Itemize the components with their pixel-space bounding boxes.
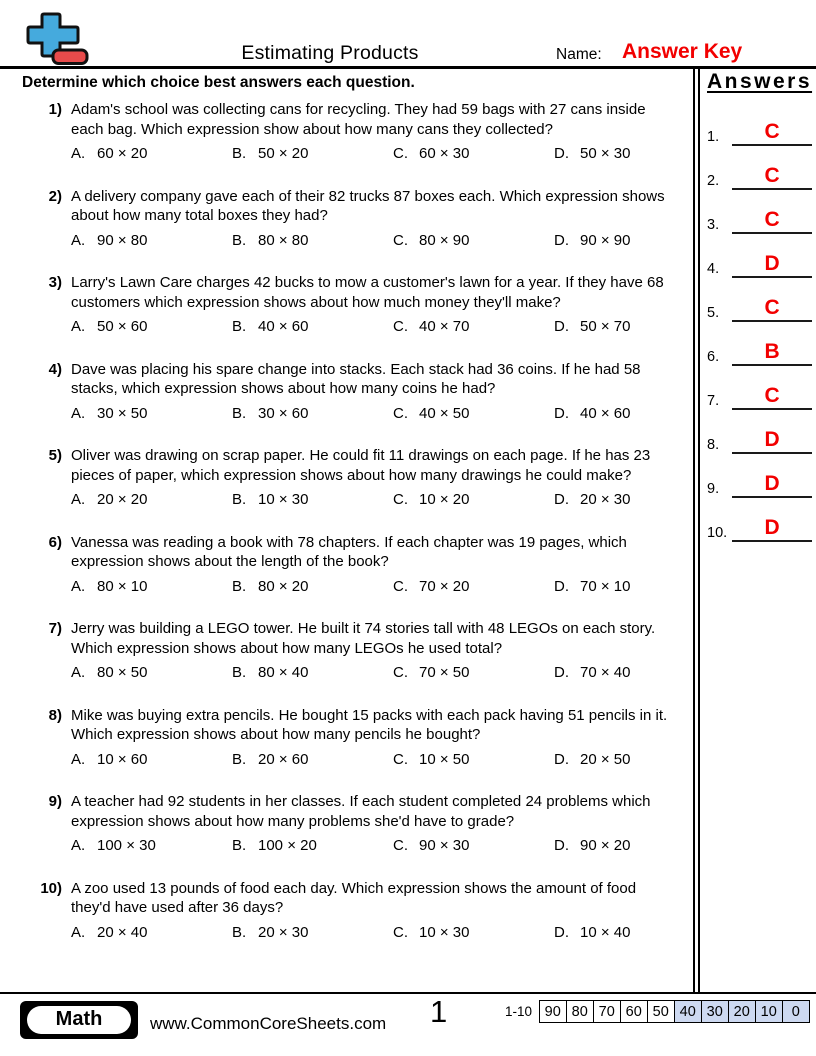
option-value: 70 × 40 xyxy=(580,664,631,681)
option-d: D. 20 × 30 xyxy=(554,491,631,508)
answer-letter: D xyxy=(764,428,780,451)
option-d: D. 90 × 90 xyxy=(554,231,631,249)
option-c: C. 40 × 70 xyxy=(393,318,470,335)
score-cell-20: 20 xyxy=(728,1000,757,1023)
question-options xyxy=(71,232,677,249)
option-value: 70 × 10 xyxy=(580,577,631,595)
option-value: 10 × 60 xyxy=(97,750,148,768)
question-options xyxy=(71,751,677,768)
question-options xyxy=(71,924,677,941)
option-value: 20 × 60 xyxy=(258,750,309,768)
option-value: 20 × 40 xyxy=(97,923,148,941)
plus-minus-math-icon xyxy=(26,12,94,73)
question-number: 8) xyxy=(48,706,62,724)
option-value: 80 × 90 xyxy=(419,231,470,249)
answer-blank xyxy=(732,517,812,542)
answers-title: Answers xyxy=(707,70,813,93)
option-a: A. 80 × 10 xyxy=(71,577,148,595)
question-options xyxy=(71,837,677,854)
option-value: 20 × 50 xyxy=(580,750,631,768)
option-a: A. 80 × 50 xyxy=(71,664,148,681)
answer-blank xyxy=(732,473,812,498)
option-c: C. 80 × 90 xyxy=(393,231,470,249)
score-cell-70: 70 xyxy=(593,1000,622,1023)
main-content xyxy=(0,69,816,992)
option-value: 40 × 60 xyxy=(580,404,631,422)
option-value: 80 × 40 xyxy=(258,664,309,681)
question-options xyxy=(71,664,677,681)
score-cell-30: 30 xyxy=(701,1000,730,1023)
option-a: A. 60 × 20 xyxy=(71,145,148,162)
option-a: A. 10 × 60 xyxy=(71,750,148,768)
option-value: 40 × 60 xyxy=(258,318,309,335)
question-text: Oliver was drawing on scrap paper. He could fit 11 drawings on each page. If he has 23 pieces of paper, which expression shows about how many drawings he could make? xyxy=(71,447,651,484)
answer-letter: C xyxy=(764,164,780,187)
question-text: A teacher had 92 students in her classes. If each student completed 24 problems which expression shows about how many problems she'd have to grade? xyxy=(71,793,651,830)
option-value: 50 × 20 xyxy=(258,145,309,162)
option-c: C. 10 × 30 xyxy=(393,923,470,941)
answer-blank xyxy=(732,429,812,454)
answer-blank xyxy=(732,209,812,234)
option-value: 30 × 50 xyxy=(97,404,148,422)
question-number: 7) xyxy=(48,620,62,637)
question-10 xyxy=(22,879,677,941)
question-number: 1) xyxy=(48,101,62,118)
option-d: D. 40 × 60 xyxy=(554,404,631,422)
option-c: C. 70 × 20 xyxy=(393,577,470,595)
answer-row-3 xyxy=(707,190,812,234)
answer-number: 4. xyxy=(707,261,720,277)
answer-key-value: Answer Key xyxy=(622,40,743,63)
subject-badge xyxy=(20,1001,138,1039)
answer-row-4 xyxy=(707,234,812,278)
question-text: Larry's Lawn Care charges 42 bucks to mow a customer's lawn for a year. If they have 68 customers which expression shows about how much money they'll make? xyxy=(71,274,664,311)
question-text: Adam's school was collecting cans for recycling. They had 59 bags with 27 cans inside each bag. Which expression show about how many cans they collected? xyxy=(71,101,646,138)
question-text: Mike was buying extra pencils. He bought 15 packs with each pack having 51 pencils in it. Which expression shows about how many pencils he bought? xyxy=(71,706,668,743)
answer-letter: B xyxy=(764,340,780,363)
option-d: D. 90 × 20 xyxy=(554,837,631,854)
answer-number: 1. xyxy=(707,129,720,145)
option-b: B. 10 × 30 xyxy=(232,491,309,508)
option-b: B. 20 × 30 xyxy=(232,923,309,941)
answer-number: 9. xyxy=(707,481,720,497)
question-number: 10) xyxy=(40,879,62,897)
answer-row-1 xyxy=(707,102,812,146)
answer-number: 10. xyxy=(707,525,728,541)
option-value: 20 × 30 xyxy=(258,923,309,941)
answer-blank xyxy=(732,253,812,278)
answer-number: 7. xyxy=(707,393,720,409)
option-d: D. 50 × 70 xyxy=(554,318,631,335)
option-value: 30 × 60 xyxy=(258,404,309,422)
option-c: C. 10 × 20 xyxy=(393,491,470,508)
questions-column xyxy=(0,69,693,992)
question-1 xyxy=(22,100,677,162)
option-value: 10 × 30 xyxy=(258,491,309,508)
question-3 xyxy=(22,273,677,335)
question-options xyxy=(71,318,677,335)
page-number: 1 xyxy=(430,994,448,1029)
score-cell-90: 90 xyxy=(539,1000,568,1023)
option-value: 50 × 70 xyxy=(580,318,631,335)
score-cell-60: 60 xyxy=(620,1000,649,1023)
answers-panel xyxy=(693,69,816,992)
question-text: Dave was placing his spare change into stacks. Each stack had 36 coins. If he had 58 stacks, which expression shows about how many coins he had? xyxy=(71,360,641,397)
option-value: 40 × 70 xyxy=(419,318,470,335)
question-text: Jerry was building a LEGO tower. He built it 74 stories tall with 48 LEGOs on each story. Which expression shows about how many LEGOs he used total? xyxy=(71,620,656,657)
option-value: 80 × 10 xyxy=(97,577,148,595)
option-b: B. 40 × 60 xyxy=(232,318,309,335)
answer-number: 2. xyxy=(707,173,720,189)
option-d: D. 50 × 30 xyxy=(554,145,631,162)
instruction-text: Determine which choice best answers each question. xyxy=(22,74,415,91)
option-value: 50 × 30 xyxy=(580,145,631,162)
option-a: A. 30 × 50 xyxy=(71,404,148,422)
question-options xyxy=(71,405,677,422)
answer-row-2 xyxy=(707,146,812,190)
score-cell-80: 80 xyxy=(566,1000,595,1023)
option-value: 100 × 30 xyxy=(97,837,156,854)
option-value: 90 × 30 xyxy=(419,837,470,854)
answer-number: 5. xyxy=(707,305,720,321)
option-value: 20 × 30 xyxy=(580,491,631,508)
score-range-label: 1-10 xyxy=(504,1004,532,1019)
answer-blank xyxy=(732,121,812,146)
option-value: 50 × 60 xyxy=(97,318,148,335)
option-a: A. 50 × 60 xyxy=(71,318,148,335)
option-a: A. 20 × 20 xyxy=(71,491,148,508)
option-c: C. 40 × 50 xyxy=(393,404,470,422)
option-value: 60 × 30 xyxy=(419,145,470,162)
answer-row-8 xyxy=(707,410,812,454)
option-value: 100 × 20 xyxy=(258,837,317,854)
answer-letter: D xyxy=(764,252,780,275)
answer-letter: D xyxy=(764,472,780,495)
option-a: A. 100 × 30 xyxy=(71,837,156,854)
option-value: 10 × 40 xyxy=(580,923,631,941)
question-5 xyxy=(22,446,677,508)
score-cell-40: 40 xyxy=(674,1000,703,1023)
question-options xyxy=(71,578,677,595)
option-value: 40 × 50 xyxy=(419,404,470,422)
subject-label: Math xyxy=(27,1006,131,1034)
option-c: C. 60 × 30 xyxy=(393,145,470,162)
answer-letter: C xyxy=(764,384,780,407)
option-value: 80 × 80 xyxy=(258,231,309,249)
score-cells xyxy=(540,1000,810,1023)
answer-row-7 xyxy=(707,366,812,410)
answer-blank xyxy=(732,297,812,322)
option-b: B. 50 × 20 xyxy=(232,145,309,162)
option-value: 60 × 20 xyxy=(97,145,148,162)
question-6 xyxy=(22,533,677,595)
answer-row-9 xyxy=(707,454,812,498)
page-title: Estimating Products xyxy=(241,42,419,64)
option-value: 70 × 50 xyxy=(419,664,470,681)
answer-letter: C xyxy=(764,208,780,231)
option-c: C. 10 × 50 xyxy=(393,750,470,768)
question-number: 5) xyxy=(48,447,62,464)
question-7 xyxy=(22,619,677,681)
option-d: D. 10 × 40 xyxy=(554,923,631,941)
option-value: 10 × 50 xyxy=(419,750,470,768)
question-text: Vanessa was reading a book with 78 chapters. If each chapter was 19 pages, which expression shows about the length of the book? xyxy=(71,533,627,570)
website-url: www.CommonCoreSheets.com xyxy=(150,1014,387,1033)
question-number: 2) xyxy=(48,187,62,205)
question-number: 3) xyxy=(48,274,62,291)
question-text: A delivery company gave each of their 82 trucks 87 boxes each. Which expression shows about how many total boxes they had? xyxy=(71,187,665,224)
question-2 xyxy=(22,187,677,249)
option-value: 70 × 20 xyxy=(419,577,470,595)
option-b: B. 20 × 60 xyxy=(232,750,309,768)
name-label: Name: xyxy=(556,46,602,63)
answer-letter: D xyxy=(764,516,780,539)
option-b: B. 30 × 60 xyxy=(232,404,309,422)
option-b: B. 80 × 20 xyxy=(232,577,309,595)
answer-row-10 xyxy=(707,498,812,542)
score-cell-10: 10 xyxy=(755,1000,784,1023)
option-value: 90 × 90 xyxy=(580,231,631,249)
option-value: 80 × 50 xyxy=(97,664,148,681)
option-value: 20 × 20 xyxy=(97,491,148,508)
option-value: 80 × 20 xyxy=(258,577,309,595)
question-text: A zoo used 13 pounds of food each day. Which expression shows the amount of food they'd have used after 36 days? xyxy=(71,879,637,916)
question-options xyxy=(71,491,677,508)
score-cell-0: 0 xyxy=(782,1000,811,1023)
option-c: C. 90 × 30 xyxy=(393,837,470,854)
score-strip xyxy=(505,1000,810,1023)
option-d: D. 70 × 40 xyxy=(554,664,631,681)
question-options xyxy=(71,145,677,162)
option-a: A. 20 × 40 xyxy=(71,923,148,941)
option-b: B. 100 × 20 xyxy=(232,837,317,854)
option-d: D. 70 × 10 xyxy=(554,577,631,595)
answer-row-6 xyxy=(707,322,812,366)
answer-blank xyxy=(732,341,812,366)
option-c: C. 70 × 50 xyxy=(393,664,470,681)
answer-blank xyxy=(732,165,812,190)
question-4 xyxy=(22,360,677,422)
answer-number: 3. xyxy=(707,217,720,233)
score-cell-50: 50 xyxy=(647,1000,676,1023)
option-b: B. 80 × 80 xyxy=(232,231,309,249)
answer-row-5 xyxy=(707,278,812,322)
question-8 xyxy=(22,706,677,768)
answer-letter: C xyxy=(764,120,780,143)
answer-letter: C xyxy=(764,296,780,319)
option-value: 90 × 80 xyxy=(97,231,148,249)
option-value: 10 × 20 xyxy=(419,491,470,508)
question-number: 9) xyxy=(48,793,62,810)
option-d: D. 20 × 50 xyxy=(554,750,631,768)
footer xyxy=(0,992,816,1056)
option-b: B. 80 × 40 xyxy=(232,664,309,681)
question-9 xyxy=(22,792,677,854)
option-value: 10 × 30 xyxy=(419,923,470,941)
question-number: 4) xyxy=(48,360,62,378)
option-value: 90 × 20 xyxy=(580,837,631,854)
answer-blank xyxy=(732,385,812,410)
header xyxy=(0,0,816,66)
answer-number: 6. xyxy=(707,349,720,365)
option-a: A. 90 × 80 xyxy=(71,231,148,249)
answer-number: 8. xyxy=(707,437,720,453)
question-number: 6) xyxy=(48,533,62,551)
